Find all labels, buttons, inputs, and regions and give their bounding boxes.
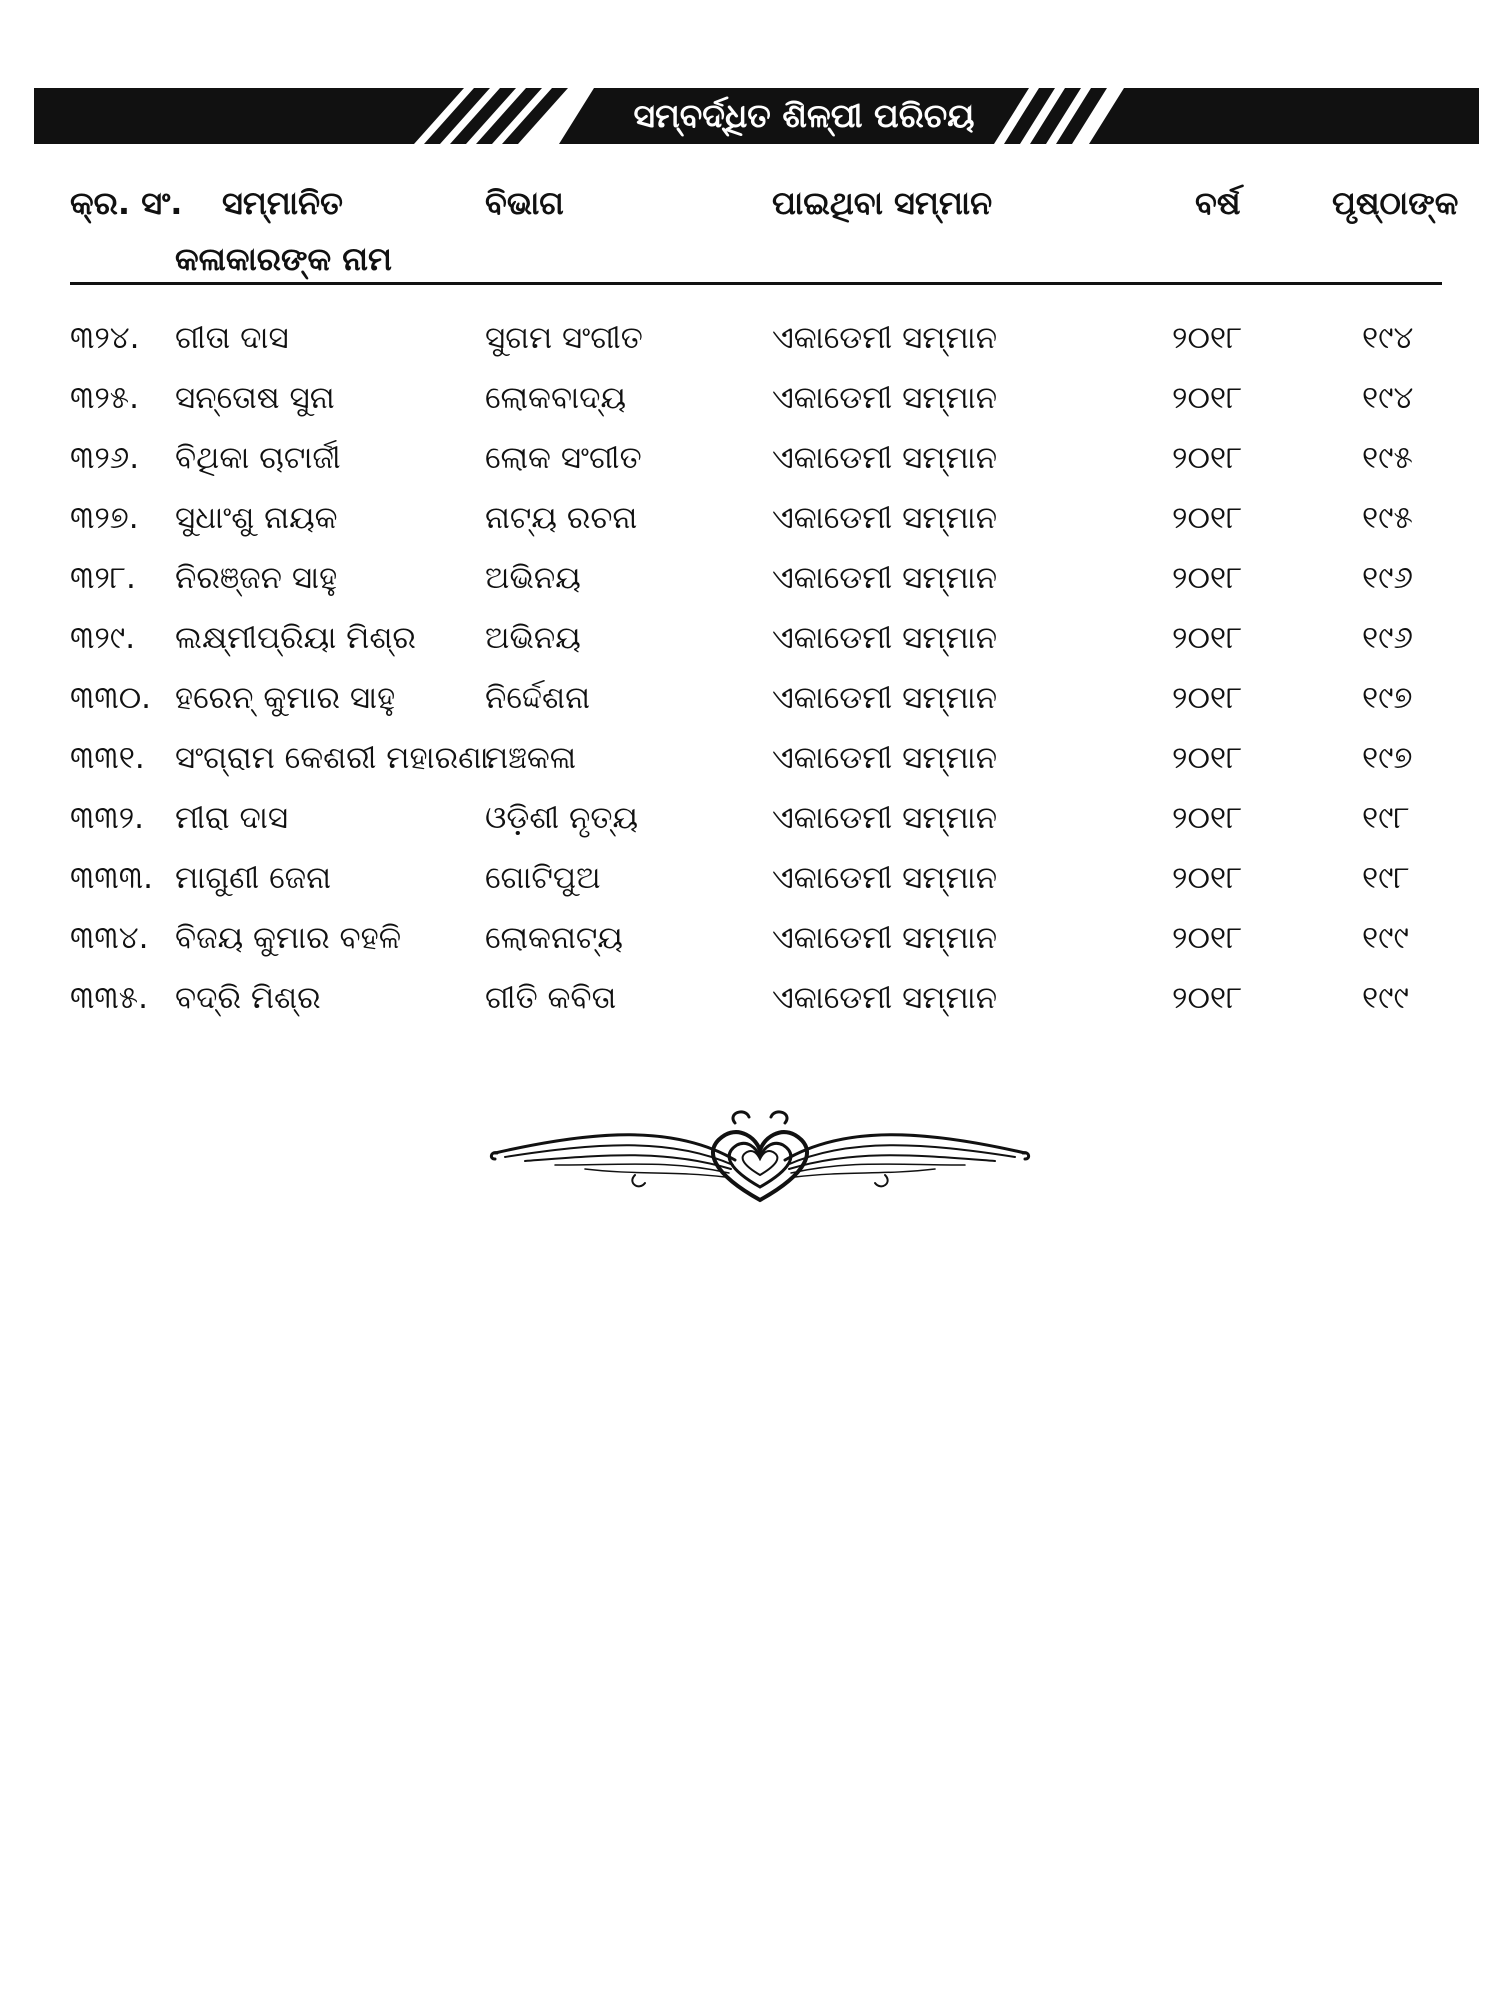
row-name: ମୀରା ଦାସ — [175, 800, 289, 836]
row-dept: ମଞ୍ଚକଳା — [485, 740, 577, 776]
row-year: ୨୦୧୮ — [1172, 380, 1243, 416]
row-name: ଗୀତା ଦାସ — [175, 320, 289, 356]
row-year: ୨୦୧୮ — [1172, 500, 1243, 536]
header-divider — [70, 282, 1442, 285]
row-page: ୧୯୪ — [1362, 320, 1414, 356]
row-page: ୧୯୬ — [1362, 560, 1414, 596]
table-row — [0, 488, 1500, 548]
row-award: ଏକାଡେମୀ ସମ୍ମାନ — [772, 380, 998, 416]
table-row — [0, 548, 1500, 608]
row-dept: ଅଭିନୟ — [485, 620, 581, 656]
table-row — [0, 968, 1500, 1028]
table-row — [0, 848, 1500, 908]
table-row — [0, 728, 1500, 788]
row-name: ହରେନ୍ କୁମାର ସାହୁ — [175, 680, 396, 716]
section-banner — [34, 88, 1479, 144]
header-award: ପାଇଥିବା ସମ୍ମାନ — [772, 184, 993, 222]
row-dept: ଗୀତି କବିତା — [485, 980, 617, 1016]
row-dept: ଅଭିନୟ — [485, 560, 581, 596]
row-award: ଏକାଡେମୀ ସମ୍ମାନ — [772, 980, 998, 1016]
row-page: ୧୯୬ — [1362, 620, 1414, 656]
row-name: ମାଗୁଣୀ ଜେନା — [175, 860, 331, 896]
row-page: ୧୯୭ — [1362, 680, 1413, 716]
row-name: ନିରଞ୍ଜନ ସାହୁ — [175, 560, 338, 596]
row-year: ୨୦୧୮ — [1172, 440, 1243, 476]
row-name: ସନ୍ତୋଷ ସୁନା — [175, 380, 335, 416]
row-sno: ୩୨୯. — [70, 620, 136, 656]
row-dept: ଲୋକ ସଂଗୀତ — [485, 440, 642, 476]
row-year: ୨୦୧୮ — [1172, 920, 1243, 956]
row-dept: ନିର୍ଦ୍ଦେଶନା — [485, 680, 590, 716]
row-year: ୨୦୧୮ — [1172, 320, 1243, 356]
header-name-line2: କଳାକାରଙ୍କ ନାମ — [175, 240, 392, 278]
row-dept: ଲୋକବାଦ୍ୟ — [485, 380, 627, 416]
row-award: ଏକାଡେମୀ ସମ୍ମାନ — [772, 920, 998, 956]
row-page: ୧୯୫ — [1362, 500, 1413, 536]
row-award: ଏକାଡେମୀ ସମ୍ମାନ — [772, 740, 998, 776]
row-page: ୧୯୮ — [1362, 800, 1410, 836]
row-page: ୧୯୯ — [1362, 920, 1409, 956]
row-sno: ୩୨୫. — [70, 380, 140, 416]
row-year: ୨୦୧୮ — [1172, 800, 1243, 836]
row-page: ୧୯୫ — [1362, 440, 1413, 476]
row-sno: ୩୨୮. — [70, 560, 136, 596]
row-dept: ଲୋକନାଟ୍ୟ — [485, 920, 623, 956]
row-sno: ୩୩୩. — [70, 860, 153, 896]
row-sno: ୩୨୬. — [70, 440, 140, 476]
row-year: ୨୦୧୮ — [1172, 560, 1243, 596]
table-row — [0, 308, 1500, 368]
row-award: ଏକାଡେମୀ ସମ୍ମାନ — [772, 560, 998, 596]
table-row — [0, 668, 1500, 728]
row-sno: ୩୨୭. — [70, 500, 139, 536]
row-award: ଏକାଡେମୀ ସମ୍ମାନ — [772, 500, 998, 536]
row-year: ୨୦୧୮ — [1172, 620, 1243, 656]
row-page: ୧୯୯ — [1362, 980, 1409, 1016]
header-page: ପୃଷ୍ଠାଙ୍କ — [1332, 184, 1459, 222]
row-year: ୨୦୧୮ — [1172, 740, 1243, 776]
row-page: ୧୯୪ — [1362, 380, 1414, 416]
row-year: ୨୦୧୮ — [1172, 680, 1243, 716]
row-sno: ୩୨୪. — [70, 320, 140, 356]
header-dept: ବିଭାଗ — [485, 184, 564, 222]
row-name: ବଦ୍ରି ମିଶ୍ର — [175, 980, 321, 1016]
row-award: ଏକାଡେମୀ ସମ୍ମାନ — [772, 440, 998, 476]
row-sno: ୩୩୦. — [70, 680, 152, 716]
row-award: ଏକାଡେମୀ ସମ୍ମାନ — [772, 860, 998, 896]
row-year: ୨୦୧୮ — [1172, 980, 1243, 1016]
row-dept: ନାଟ୍ୟ ରଚନା — [485, 500, 638, 536]
row-award: ଏକାଡେମୀ ସମ୍ମାନ — [772, 800, 998, 836]
row-page: ୧୯୭ — [1362, 740, 1413, 776]
row-name: ବିଥିକା ଚାଟାର୍ଜୀ — [175, 440, 341, 476]
decorative-scroll-flourish-icon — [485, 1105, 1035, 1209]
header-name-line1: ସମ୍ମାନିତ — [222, 184, 343, 222]
row-award: ଏକାଡେମୀ ସମ୍ମାନ — [772, 620, 998, 656]
header-year: ବର୍ଷ — [1195, 184, 1241, 222]
row-page: ୧୯୮ — [1362, 860, 1410, 896]
row-name: ସୁଧାଂଶୁ ନାୟକ — [175, 500, 338, 536]
table-row — [0, 368, 1500, 428]
row-name: ସଂଗ୍ରାମ କେଶରୀ ମହାରଣା — [175, 740, 489, 776]
row-award: ଏକାଡେମୀ ସମ୍ମାନ — [772, 680, 998, 716]
row-year: ୨୦୧୮ — [1172, 860, 1243, 896]
row-dept: ସୁଗମ ସଂଗୀତ — [485, 320, 643, 356]
table-row — [0, 608, 1500, 668]
row-name: ଲକ୍ଷ୍ମୀପ୍ରିୟା ମିଶ୍ର — [175, 620, 416, 656]
banner-title: ସମ୍ବର୍ଦ୍ଧିତ ଶିଳ୍ପୀ ପରିଚୟ — [633, 96, 975, 135]
row-name: ବିଜୟ କୁମାର ବହଳି — [175, 920, 402, 956]
table-row — [0, 788, 1500, 848]
row-dept: ଗୋଟିପୁଅ — [485, 860, 601, 896]
row-dept: ଓଡ଼ିଶୀ ନୃତ୍ୟ — [485, 800, 639, 836]
row-sno: ୩୩୪. — [70, 920, 149, 956]
row-award: ଏକାଡେମୀ ସମ୍ମାନ — [772, 320, 998, 356]
header-sno: କ୍ର. ସଂ. — [70, 184, 183, 222]
row-sno: ୩୩୨. — [70, 800, 145, 836]
row-sno: ୩୩୧. — [70, 740, 145, 776]
table-row — [0, 428, 1500, 488]
table-row — [0, 908, 1500, 968]
row-sno: ୩୩୫. — [70, 980, 148, 1016]
